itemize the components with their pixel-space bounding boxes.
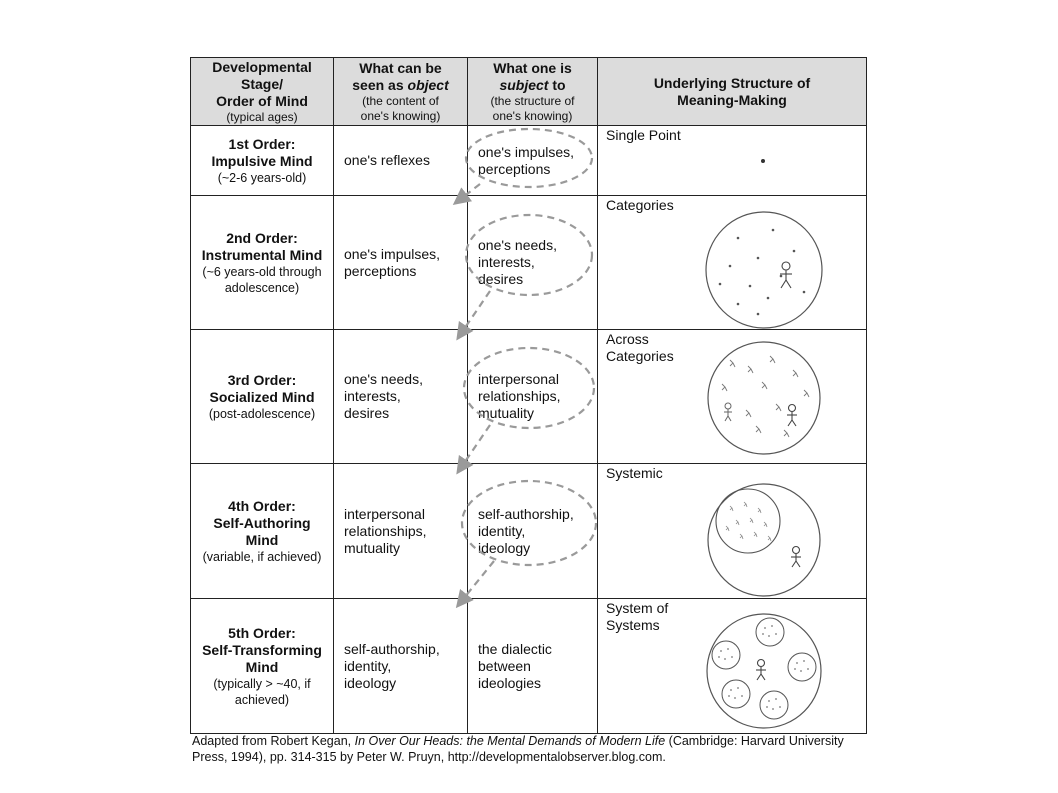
single-point-dot (761, 159, 765, 163)
person-icon (791, 547, 801, 568)
category-dots (719, 229, 806, 316)
subject-line: interests, (478, 254, 535, 270)
subsystem-circles (712, 618, 816, 719)
subject-line: ideologies (478, 674, 542, 691)
header-object-sub2: one's knowing) (360, 108, 441, 123)
object-line: desires (344, 405, 390, 421)
subject-cell (468, 599, 598, 734)
header-stage-line1: Developmental (212, 58, 312, 75)
header-structure-line1: Underlying Structure of (653, 74, 811, 91)
header-stage-sub: (typical ages) (226, 109, 298, 124)
system-figures (726, 502, 771, 541)
subject-line: one's impulses, (478, 143, 575, 160)
header-subject-sub2: one's knowing) (492, 108, 573, 123)
stage-ages: adolescence) (224, 280, 300, 295)
systemic-diagram (598, 464, 866, 598)
stage-title-1: 5th Order: (228, 624, 296, 641)
structure-label: System of Systems (606, 600, 669, 633)
stage-title-1: 3rd Order: (227, 371, 297, 388)
outer-circle (707, 614, 821, 728)
stage-title-2: Instrumental Mind (201, 246, 323, 263)
header-object-italic: object (407, 76, 449, 93)
system-of-systems-diagram (598, 599, 866, 733)
stage-title-2: Self-Authoring (213, 514, 311, 531)
object-line: one's impulses, (344, 245, 441, 262)
header-stage-line3: Order of Mind (216, 92, 308, 109)
stage-cell (191, 330, 334, 464)
subject-line: ideology (478, 539, 531, 556)
structure-cell (598, 599, 867, 734)
table-row (191, 196, 867, 330)
header-object-line1: What can be (359, 59, 442, 76)
stage-cell (191, 126, 334, 196)
subject-line: identity, (478, 522, 526, 539)
subject-line: interpersonal (478, 371, 559, 387)
subject-line: self-authorship, (478, 505, 574, 522)
stage-title-1: 2nd Order: (226, 229, 298, 246)
subject-cell (468, 196, 598, 330)
category-circle (706, 212, 822, 328)
small-figures (722, 356, 809, 437)
categories-diagram (598, 196, 866, 329)
header-structure (598, 58, 867, 126)
object-line: interpersonal (344, 505, 425, 522)
citation-footer (192, 733, 852, 765)
header-subject (468, 58, 598, 126)
stage-title-2: Socialized Mind (209, 388, 315, 405)
object-cell (334, 196, 468, 330)
header-stage (191, 58, 334, 126)
stage-ages: (post-adolescence) (208, 406, 316, 421)
stage-cell (191, 599, 334, 734)
structure-label: Across Categories (606, 331, 674, 364)
stage-title-2: Impulsive Mind (211, 152, 313, 169)
object-line: ideology (344, 674, 397, 691)
object-line: one's needs, (344, 371, 423, 387)
object-cell (334, 126, 468, 196)
stage-cell (191, 196, 334, 330)
orders-of-mind-table (190, 57, 867, 734)
header-object-line2 (334, 77, 467, 94)
stage-ages: (~2-6 years-old) (217, 170, 307, 185)
subject-line: the dialectic (478, 640, 552, 657)
subject-line: between (478, 657, 531, 674)
subject-cell (468, 330, 598, 464)
header-subject-sub1: (the structure of (490, 93, 575, 108)
header-structure-line2: Meaning-Making (677, 91, 787, 108)
person-icon (787, 405, 797, 427)
footer-book-title: In Over Our Heads: the Mental Demands of Modern Life (354, 734, 666, 748)
header-object-line2a: seen as (352, 76, 408, 93)
header-stage-line2: Stage/ (240, 75, 283, 92)
object-cell (334, 599, 468, 734)
header-object (334, 58, 468, 126)
subject-line: perceptions (478, 160, 551, 177)
header-subject-italic: subject (499, 76, 549, 93)
object-line: perceptions (344, 262, 417, 279)
header-subject-line2 (468, 77, 597, 94)
table-row (191, 330, 867, 464)
footer-text-2: (Cambridge: Harvard University Press, 1994), pp. 314-315 by Peter W. Pruyn, http://developmentalobserver.blog.com. (192, 734, 844, 764)
stage-cell (191, 464, 334, 599)
object-line: identity, (344, 657, 392, 674)
system-circle (716, 489, 780, 553)
header-subject-line2b: to (548, 76, 566, 93)
subject-line: mutuality (478, 405, 535, 421)
header-object-sub1: (the content of (362, 93, 439, 108)
outer-circle (708, 484, 820, 596)
stage-title-1: 1st Order: (228, 135, 296, 152)
subject-line: one's needs, (478, 237, 557, 253)
structure-label: Single Point (606, 127, 681, 143)
single-point-diagram (598, 126, 866, 195)
stage-title-2: Self-Transforming (202, 641, 322, 658)
object-line: relationships, (344, 522, 427, 539)
object-cell (334, 330, 468, 464)
subject-line: relationships, (478, 388, 561, 404)
table-row (191, 464, 867, 599)
stage-title-1: 4th Order: (228, 497, 296, 514)
footer-text-1: Adapted from Robert Kegan, (192, 734, 355, 748)
object-line: interests, (344, 388, 401, 404)
kegan-table-container (190, 57, 866, 733)
stage-ages: achieved) (234, 692, 290, 707)
object-cell (334, 464, 468, 599)
structure-cell (598, 196, 867, 330)
subject-line: desires (478, 271, 524, 287)
across-circle (708, 342, 820, 454)
stage-ages: (~6 years-old through (202, 264, 322, 279)
structure-cell (598, 330, 867, 464)
stage-ages: (variable, if achieved) (202, 549, 322, 564)
subject-cell (468, 126, 598, 196)
object-line: self-authorship, (344, 640, 440, 657)
structure-label: Categories (606, 197, 674, 213)
structure-cell (598, 126, 867, 196)
object-line: one's reflexes (344, 152, 430, 168)
person-icon (724, 403, 732, 421)
table-header-row (191, 58, 867, 126)
subject-cell (468, 464, 598, 599)
across-categories-diagram (598, 330, 866, 463)
person-icon (756, 660, 766, 681)
header-subject-line1: What one is (493, 59, 572, 76)
stage-title-3: Mind (245, 658, 279, 675)
stage-title-3: Mind (245, 531, 279, 548)
table-row (191, 126, 867, 196)
table-row (191, 599, 867, 734)
structure-cell (598, 464, 867, 599)
structure-label: Systemic (606, 465, 663, 481)
object-line: mutuality (344, 539, 401, 556)
stage-ages: (typically > ~40, if (213, 676, 311, 691)
